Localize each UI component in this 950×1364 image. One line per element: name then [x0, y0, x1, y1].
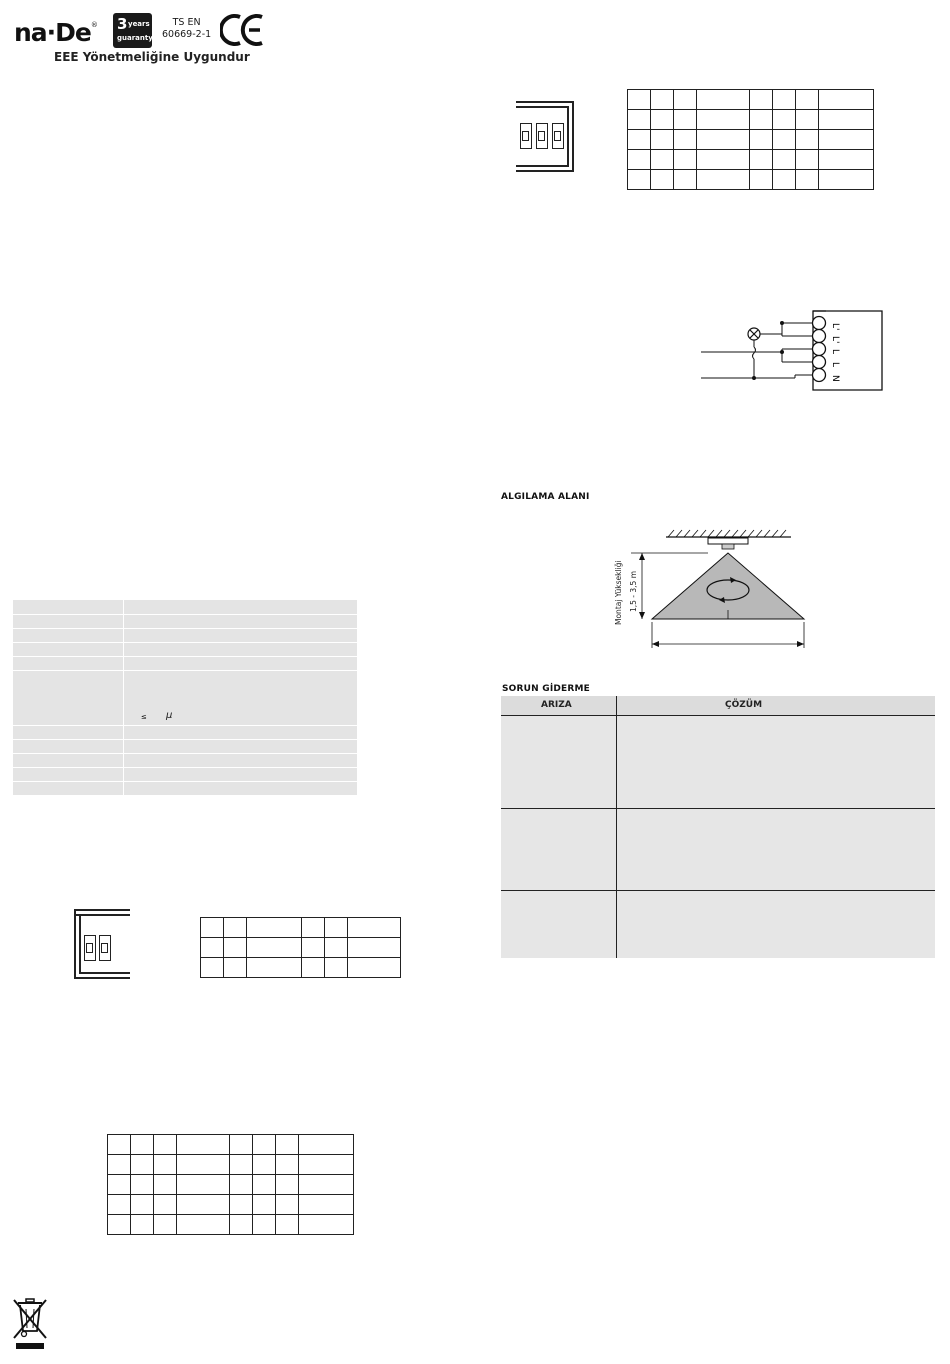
brand-logo: [14, 18, 97, 47]
specification-table: [13, 600, 357, 795]
dip-setting-table-3-lower: [107, 1134, 354, 1235]
dip-setting-table-2: [200, 917, 401, 978]
weee-crossed-bin-icon: [12, 1298, 48, 1352]
spec-row-divider: [13, 725, 357, 726]
spec-row-divider: [13, 767, 357, 768]
spec-row-divider: [13, 739, 357, 740]
terminal-label-5: N: [830, 375, 840, 382]
standard-line-1: TS EN: [172, 17, 201, 28]
spec-symbol-le: ≤: [141, 713, 147, 721]
troubleshooting-column-divider: [616, 696, 617, 958]
detection-area-diagram: [608, 524, 808, 654]
spec-row-divider: [13, 753, 357, 754]
spec-row-divider: [13, 614, 357, 615]
troubleshooting-table: [501, 696, 935, 958]
mounting-height-label: Montaj Yüksekliği: [614, 560, 623, 625]
troubleshooting-title: SORUN GİDERME: [502, 684, 591, 694]
mounting-height-range: 1,5 - 3,5 m: [629, 570, 638, 612]
spec-row-divider: [13, 642, 357, 643]
spec-column-divider: [123, 600, 124, 795]
guarantee-badge: [113, 13, 152, 48]
spec-row-divider: [13, 670, 357, 671]
brand-name: na·De: [14, 18, 91, 47]
spec-row-divider: [13, 656, 357, 657]
terminal-1: [813, 317, 826, 330]
dip-switch-1: [84, 935, 96, 961]
terminal-label-4: L: [830, 362, 840, 368]
spec-row-divider: [13, 781, 357, 782]
terminal-5: [813, 369, 826, 382]
dip-switch-2-diagram: [74, 909, 130, 979]
dip-setting-table-3: [627, 89, 874, 190]
standard-line-2: 60669-2-1: [162, 29, 212, 40]
dip-switch-2: [536, 123, 548, 149]
fault-column-header: ARIZA: [541, 700, 572, 710]
spec-symbol-mu: μ: [166, 710, 173, 721]
ce-mark-icon: [220, 11, 266, 49]
troubleshooting-row-divider: [501, 808, 935, 809]
guarantee-word: guaranty: [117, 34, 153, 42]
terminal-2: [813, 330, 826, 343]
terminal-4: [813, 356, 826, 369]
guarantee-years-word: years: [128, 20, 150, 28]
dip-switch-1: [520, 123, 532, 149]
standard-code: [162, 17, 211, 41]
brand-registered-mark: ®: [90, 21, 97, 29]
troubleshooting-row-divider: [501, 890, 935, 891]
terminal-3: [813, 343, 826, 356]
terminal-label-1: L': [830, 323, 840, 331]
dip-switch-2: [99, 935, 111, 961]
terminal-label-2: L': [830, 336, 840, 344]
guarantee-years-number: 3: [117, 15, 128, 33]
wiring-diagram: [696, 305, 886, 391]
compliance-statement: EEE Yönetmeliğine Uygundur: [54, 50, 250, 64]
spec-row-divider: [13, 628, 357, 629]
solution-column-header: ÇÖZÜM: [725, 700, 763, 710]
detection-area-title: ALGILAMA ALANI: [501, 492, 590, 502]
terminal-label-3: L: [830, 349, 840, 355]
dip-switch-3: [552, 123, 564, 149]
dip-switch-3-diagram: [516, 101, 574, 172]
sensor-icon: [708, 538, 748, 544]
detection-cone: [652, 553, 804, 619]
